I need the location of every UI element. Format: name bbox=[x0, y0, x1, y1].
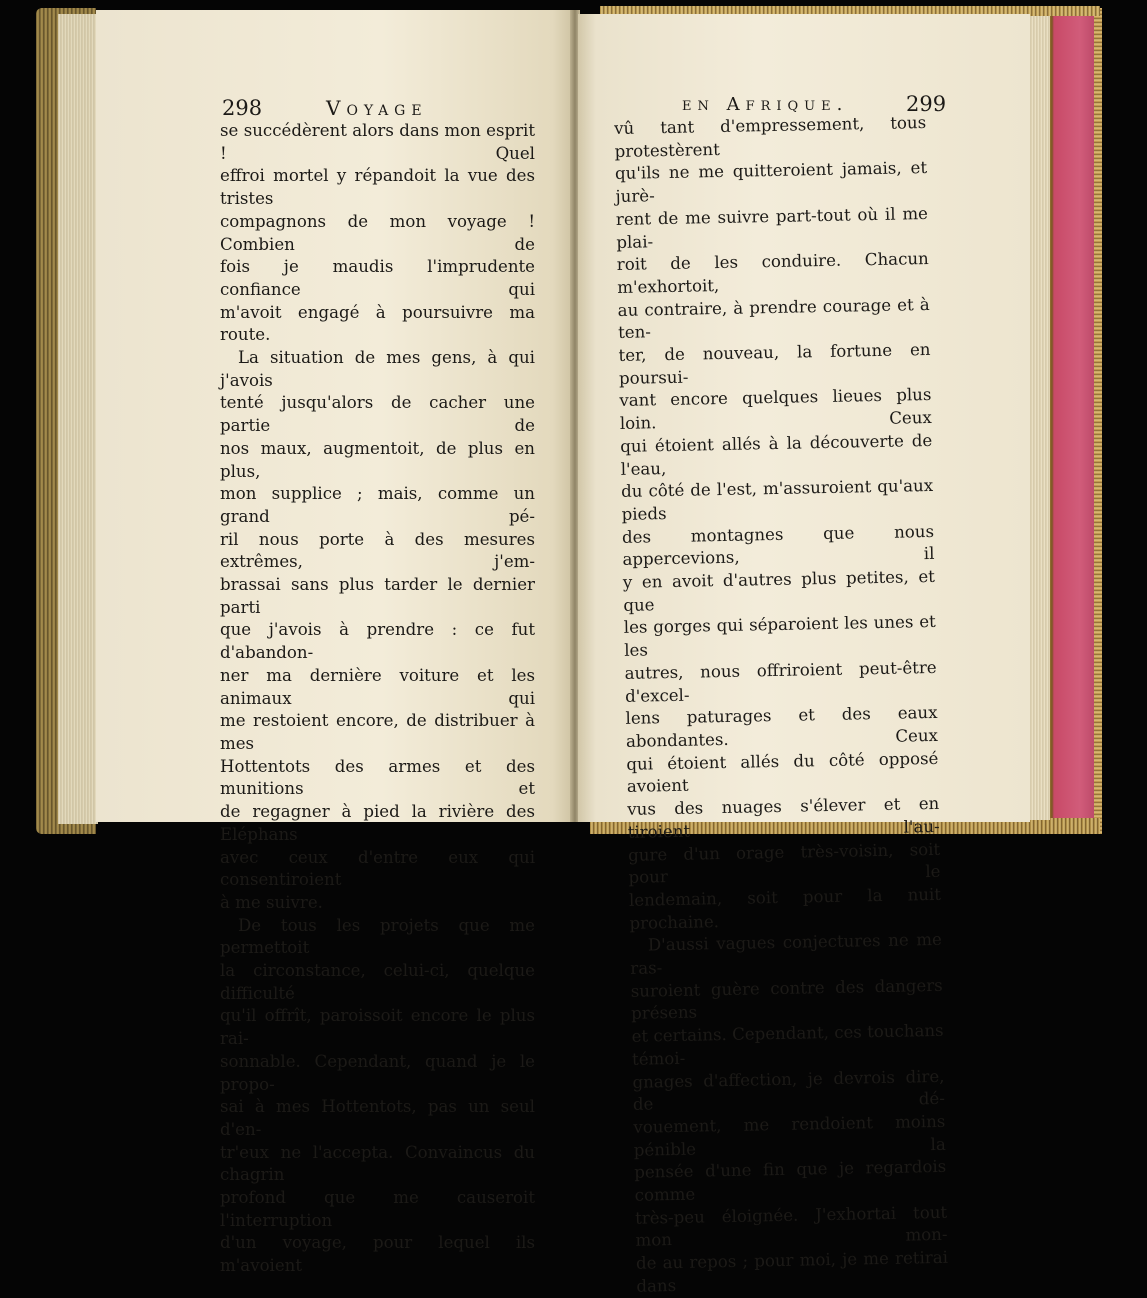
text-line: ner ma dernière voiture et les animaux qui bbox=[220, 665, 535, 708]
text-line: pensée d'une fin que je regardois comme bbox=[634, 1157, 947, 1205]
right-page-text bbox=[614, 112, 949, 1298]
text-line: du côté de l'est, m'assuroient qu'aux pieds bbox=[620, 476, 934, 524]
text-line: les gorges qui séparoient les unes et les bbox=[623, 612, 936, 661]
text-line: lendemain, soit pour la nuit prochaine. bbox=[628, 884, 942, 933]
text-line: autres, nous offriroient peut-être d'excel- bbox=[624, 657, 937, 706]
text-line: au contraire, à prendre courage et à ten- bbox=[617, 294, 930, 343]
text-line: effroi mortel y répandoit la vue des tristes bbox=[220, 166, 535, 209]
left-running-title: Voyage bbox=[326, 96, 428, 120]
left-page bbox=[96, 10, 572, 1276]
text-line: qu'il offrît, paroissoit encore le plus rai- bbox=[220, 1006, 535, 1049]
page-edges-right bbox=[1028, 16, 1050, 820]
text-line: de au repos ; pour moi, je me retirai dans bbox=[635, 1247, 949, 1296]
text-line: nos maux, augmentoit, de plus en plus, bbox=[220, 438, 535, 481]
text-line: tr'eux ne l'accepta. Convaincus du chagrin bbox=[220, 1142, 535, 1185]
text-line: qui étoient allés du côté opposé avoient bbox=[626, 748, 939, 797]
left-page-number: 298 bbox=[222, 96, 263, 120]
text-line: compagnons de mon voyage ! Combien de bbox=[220, 211, 535, 254]
text-line: vus des nuages s'élever et en tiroient l'au- bbox=[627, 793, 940, 842]
text-line: lens paturages et des eaux abondantes. Ceux bbox=[625, 703, 939, 751]
text-line: à me suivre. bbox=[220, 892, 323, 912]
text-line: vû tant d'empressement, tous protestèrent bbox=[614, 113, 927, 161]
text-line: sonnable. Cependant, quand je le propo- bbox=[220, 1051, 535, 1094]
right-page bbox=[578, 14, 1030, 1296]
text-line: La situation de mes gens, à qui j'avois bbox=[220, 348, 535, 390]
right-page-number: 299 bbox=[906, 92, 947, 116]
text-line: ril nous porte à des mesures extrêmes, j'em- bbox=[220, 529, 535, 572]
page-edges-left bbox=[58, 14, 98, 824]
text-line: gnages d'affection, je devrois dire, de dé- bbox=[632, 1066, 946, 1115]
text-line: se succédèrent alors dans mon esprit ! Quel bbox=[220, 121, 535, 163]
left-page-text bbox=[220, 120, 535, 1278]
text-line: avec ceux d'entre eux qui consentiroient bbox=[220, 847, 535, 890]
text-line: de regagner à pied la rivière des Eléphans bbox=[220, 802, 535, 844]
text-line: rent de me suivre part-tout où il me plai- bbox=[615, 203, 929, 252]
text-line: De tous les projets que me permettoit bbox=[220, 915, 535, 958]
text-line: vant encore quelques lieues plus loin. Ceux bbox=[619, 385, 932, 434]
text-line: roit de les conduire. Chacun m'exhortoit, bbox=[616, 249, 929, 297]
text-line: profond que me causeroit l'interruption bbox=[220, 1188, 535, 1230]
text-line: suroient guère contre des dangers présens bbox=[630, 975, 943, 1024]
text-line: vouement, me rendoient moins pénible la bbox=[633, 1111, 946, 1160]
text-line: me restoient encore, de distribuer à mes bbox=[220, 711, 535, 753]
text-line: d'un voyage, pour lequel ils m'avoient bbox=[220, 1233, 535, 1276]
text-line: qu'ils ne me quitteroient jamais, et jurè- bbox=[614, 158, 928, 207]
right-running-title: en Afrique. bbox=[682, 94, 849, 115]
text-line: gure d'un orage très-voisin, soit pour le bbox=[627, 839, 941, 888]
text-line: brassai sans plus tarder le dernier parti bbox=[220, 575, 535, 617]
text-line: et certains. Cependant, ces touchans témoi- bbox=[631, 1020, 944, 1069]
text-line: mon supplice ; mais, comme un grand pé- bbox=[220, 484, 535, 526]
text-line: D'aussi vagues conjectures ne me ras- bbox=[630, 930, 943, 978]
text-line: des montagnes que nous appercevions, il bbox=[621, 521, 935, 570]
text-line: ter, de nouveau, la fortune en poursui- bbox=[618, 339, 931, 388]
text-line: y en avoit d'autres plus petites, et que bbox=[622, 566, 936, 615]
text-line: la circonstance, celui-ci, quelque difficulté bbox=[220, 961, 535, 1003]
text-line: Hottentots des armes et des munitions et bbox=[220, 756, 535, 799]
text-line: sai à mes Hottentots, pas un seul d'en- bbox=[220, 1097, 535, 1139]
text-line: m'avoit engagé à poursuivre ma route. bbox=[220, 302, 535, 345]
text-line: très-peu éloignée. J'exhortai tout mon mon- bbox=[634, 1202, 948, 1251]
text-line: que j'avois à prendre : ce fut d'abandon- bbox=[220, 620, 535, 663]
text-line: qui étoient allés à la découverte de l'eau, bbox=[620, 430, 933, 479]
text-line: fois je maudis l'imprudente confiance qui bbox=[220, 257, 535, 299]
text-line: tenté jusqu'alors de cacher une partie de bbox=[220, 393, 535, 436]
